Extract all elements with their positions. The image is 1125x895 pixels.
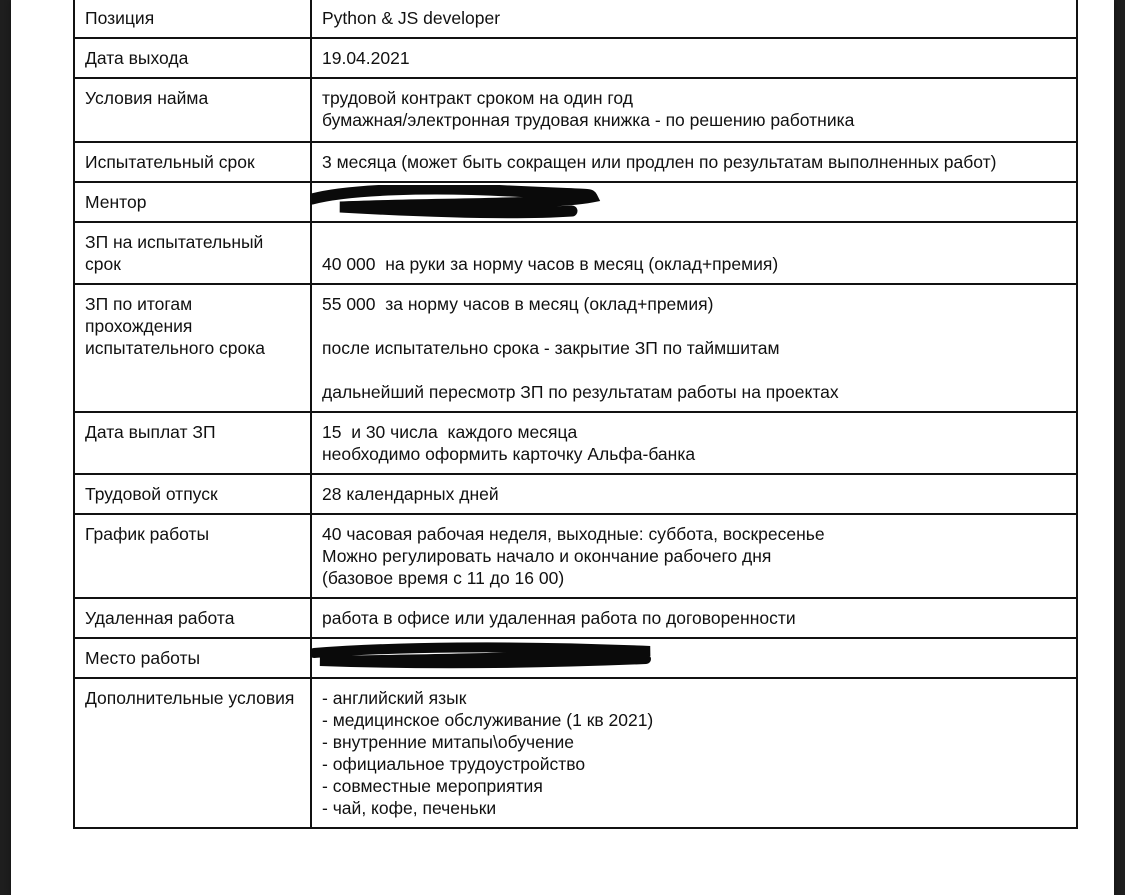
row-label: Дополнительные условия: [74, 678, 311, 828]
value-line: 19.04.2021: [322, 48, 410, 68]
value-line: - внутренние митапы\обучение: [322, 732, 574, 752]
value-line: после испытательно срока - закрытие ЗП по таймшитам: [322, 338, 780, 358]
row-value: [311, 284, 1077, 412]
row-value: [311, 142, 1077, 182]
table-row: [74, 474, 1077, 514]
value-line: 40 000 на руки за норму часов в месяц (оклад+премия): [322, 254, 779, 274]
table-row: [74, 182, 1077, 222]
table-row: [74, 638, 1077, 678]
value-line: Можно регулировать начало и окончание рабочего дня: [322, 546, 772, 566]
table-row: [74, 514, 1077, 598]
table-row: [74, 678, 1077, 828]
row-value: [311, 182, 1077, 222]
value-line: 40 часовая рабочая неделя, выходные: суббота, воскресенье: [322, 524, 825, 544]
value-line: - официальное трудоустройство: [322, 754, 586, 774]
value-line: - чай, кофе, печеньки: [322, 798, 497, 818]
value-line: 28 календарных дней: [322, 484, 499, 504]
row-value: [311, 474, 1077, 514]
value-line: 55 000 за норму часов в месяц (оклад+премия): [322, 294, 714, 314]
value-line: - совместные мероприятия: [322, 776, 543, 796]
value-line: (базовое время с 11 до 16 00): [322, 568, 565, 588]
row-label: Дата выхода: [74, 38, 311, 78]
redaction-mark: [322, 647, 1067, 669]
table-row: [74, 0, 1077, 38]
row-label: Место работы: [74, 638, 311, 678]
row-label: ЗП на испытательный срок: [74, 222, 311, 284]
value-line: необходимо оформить карточку Альфа-банка: [322, 444, 696, 464]
row-label: Испытательный срок: [74, 142, 311, 182]
row-value: [311, 0, 1077, 38]
row-label: Позиция: [74, 0, 311, 38]
table-row: [74, 412, 1077, 474]
row-label: График работы: [74, 514, 311, 598]
row-value: [311, 222, 1077, 284]
table-row: [74, 142, 1077, 182]
row-label: Условия найма: [74, 78, 311, 142]
row-label: Удаленная работа: [74, 598, 311, 638]
value-line: - английский язык: [322, 688, 467, 708]
value-line: 3 месяца (может быть сокращен или продлен по результатам выполненных работ): [322, 152, 997, 172]
table-row: [74, 284, 1077, 412]
row-value: [311, 412, 1077, 474]
value-line: трудовой контракт сроком на один год: [322, 88, 633, 108]
table-row: [74, 38, 1077, 78]
row-value: [311, 514, 1077, 598]
redaction-mark: [322, 191, 1067, 213]
row-label: Дата выплат ЗП: [74, 412, 311, 474]
row-value: [311, 598, 1077, 638]
redaction-scribble-icon: [310, 641, 670, 677]
table-row: [74, 222, 1077, 284]
value-line: - медицинское обслуживание (1 кв 2021): [322, 710, 654, 730]
row-label: ЗП по итогам прохождения испытательного срока: [74, 284, 311, 412]
document-page: [11, 0, 1114, 895]
value-line: дальнейший пересмотр ЗП по результатам работы на проектах: [322, 382, 839, 402]
redaction-scribble-icon: [310, 185, 610, 221]
value-line: бумажная/электронная трудовая книжка - по решению работника: [322, 110, 855, 130]
row-value: [311, 38, 1077, 78]
row-label: Трудовой отпуск: [74, 474, 311, 514]
row-value: [311, 638, 1077, 678]
job-offer-table: [73, 0, 1078, 829]
table-row: [74, 78, 1077, 142]
row-label: Ментор: [74, 182, 311, 222]
value-line: 15 и 30 числа каждого месяца: [322, 422, 578, 442]
row-value: [311, 678, 1077, 828]
value-line: Python & JS developer: [322, 8, 501, 28]
row-value: [311, 78, 1077, 142]
value-line: работа в офисе или удаленная работа по договоренности: [322, 608, 796, 628]
table-row: [74, 598, 1077, 638]
